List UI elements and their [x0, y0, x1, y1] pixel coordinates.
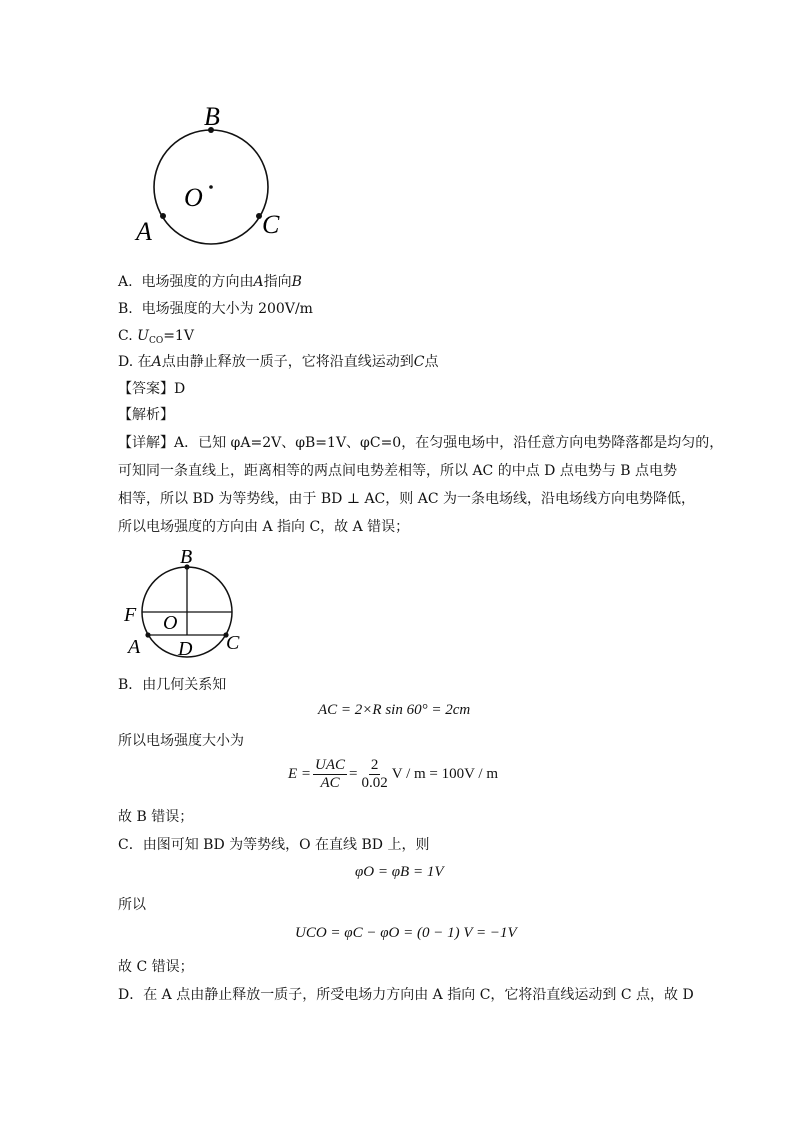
label-a-2: A	[128, 636, 141, 658]
eq2-den1: AC	[320, 775, 340, 791]
label-f-2: F	[124, 604, 137, 626]
part-b-line2: 所以电场强度大小为	[118, 733, 244, 749]
part-b-conclusion: 故 B 错误；	[118, 809, 194, 825]
part-c-line2: 所以	[118, 897, 146, 913]
part-c-intro: C．由图可知 BD 为等势线，O 在直线 BD 上，则	[118, 837, 430, 853]
eq2-num1: UAC	[315, 757, 346, 773]
option-c: C. $U_{CO}=1V$	[118, 328, 194, 346]
eq2-den2: 0.02	[361, 775, 388, 791]
part-d-text: D．在 A 点由静止释放一质子，所受电场力方向由 A 指向 C，它将沿直线运动到 C 点，故 D	[118, 987, 694, 1003]
figure-circle-1	[130, 95, 300, 250]
label-d-2: D	[178, 638, 193, 660]
label-c-2: C	[226, 632, 240, 654]
label-b-2: B	[180, 546, 193, 568]
label-a: A	[136, 217, 152, 246]
part-c-eq1: φO = φB = 1V	[355, 864, 444, 880]
eq2-num2: 2	[370, 757, 379, 773]
answer-line: 【答案】D	[118, 381, 186, 397]
point-a	[160, 213, 166, 219]
part-c-eq2: UCO = φC − φO = (0 − 1) V = −1V	[295, 925, 517, 941]
point-a-2	[145, 632, 150, 637]
part-b-eq1: AC = 2×R sin 60° = 2cm	[318, 702, 471, 718]
detail-line-2: 可知同一条直线上，距离相等的两点间电势差相等，所以 AC 的中点 D 点电势与 B 点电势	[118, 463, 678, 479]
part-b-eq2: E = $\frac{\text{UAC}}{AC}$ = $\frac{2}{0.02}$ V / m = 100V / m	[288, 757, 499, 791]
detail-line-4: 所以电场强度的方向由 A 指向 C，故 A 错误；	[118, 519, 410, 535]
option-b: B. 电场强度的大小为 200V/m	[118, 301, 313, 317]
detail-line-3: 相等，所以 BD 为等势线，由于 BD ⊥ AC，则 AC 为一条电场线，沿电场线方向电势降低，	[118, 491, 695, 507]
label-b: B	[204, 102, 220, 131]
label-c: C	[262, 210, 280, 239]
option-d: D. 在A点由静止释放一质子，它将沿直线运动到C点	[118, 354, 439, 370]
option-a: A. 电场强度的方向由A指向B	[118, 274, 302, 290]
detail-line-1: 【详解】A．已知 φA=2V、φB=1V、φC=0，在匀强电场中，沿任意方向电势降落都是均匀的，	[118, 435, 724, 451]
figure-circle-2	[118, 545, 248, 660]
part-c-conclusion: 故 C 错误；	[118, 959, 194, 975]
point-o	[209, 185, 213, 189]
label-o-2: O	[163, 612, 178, 634]
analysis-label: 【解析】	[118, 407, 174, 423]
part-b-intro: B．由几何关系知	[118, 677, 227, 693]
label-o: O	[184, 183, 203, 212]
